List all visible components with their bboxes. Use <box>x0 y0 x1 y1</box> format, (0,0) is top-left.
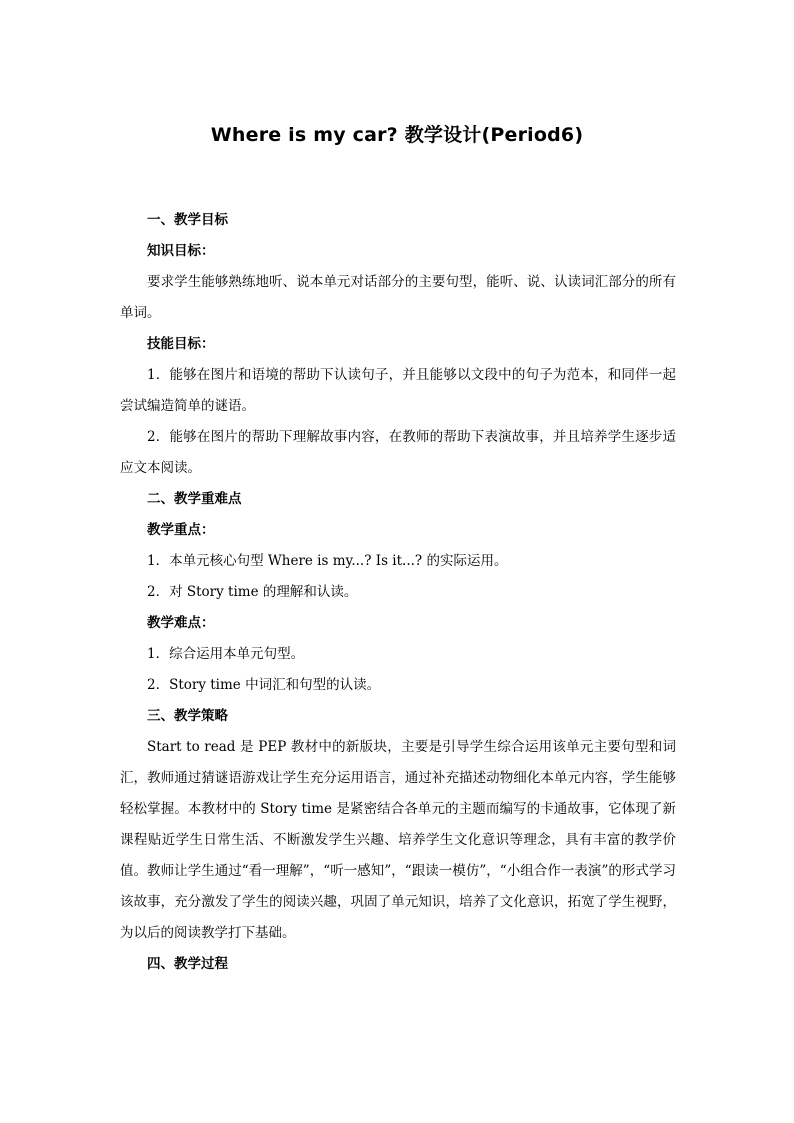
key-point-item-1: 1．本单元核心句型 Where is my...? Is it...? 的实际运用。 <box>147 553 508 569</box>
knowledge-goal-text: 要求学生能够熟练地听、说本单元对话部分的主要句型，能听、说、认读词汇部分的所有单词。 <box>120 274 676 321</box>
key-point-item-2: 2．对 Story time 的理解和认读。 <box>147 584 358 600</box>
knowledge-goal-label: 知识目标： <box>147 243 215 259</box>
section-heading-key-points: 二、教学重难点 <box>147 491 242 507</box>
difficult-point-item-1: 1．综合运用本单元句型。 <box>147 646 305 662</box>
skill-goal-item-1: 1．能够在图片和语境的帮助下认读句子，并且能够以文段中的句子为范本，和同伴一起尝试编造简单的谜语。 <box>120 367 676 414</box>
skill-goal-label: 技能目标： <box>147 336 215 352</box>
section-heading-process: 四、教学过程 <box>147 956 228 972</box>
key-points-label: 教学重点： <box>147 522 215 538</box>
strategy-text: Start to read 是 PEP 教材中的新版块，主要是引导学生综合运用该单元主要句型和词汇，教师通过猜谜语游戏让学生充分运用语言，通过补充描述动物细化本单元内容，学生能够轻松掌握。本教材中的 Story time 是紧密结合各单元的主题而编写的卡通故事，它体现了新课程贴近学生日常生活、不断激发学生兴趣、培养学生文化意识等理念，具有丰富的教学价值。教师让学生通过“看一理解”，“听一感知”，“跟读一模仿”，“小组合作一表演”的形式学习该故事，充分激发了学生的阅读兴趣，巩固了单元知识，培养了文化意识，拓宽了学生视野，为以后的阅读教学打下基础。 <box>120 739 676 941</box>
difficult-points-label: 教学难点： <box>147 615 215 631</box>
section-heading-strategy: 三、教学策略 <box>147 708 228 724</box>
document-title: Where is my car? 教学设计(Period6) <box>210 124 584 146</box>
difficult-point-item-2: 2．Story time 中词汇和句型的认读。 <box>147 677 381 693</box>
section-heading-objectives: 一、教学目标 <box>147 212 228 228</box>
skill-goal-item-2: 2．能够在图片的帮助下理解故事内容，在教师的帮助下表演故事，并且培养学生逐步适应文本阅读。 <box>120 429 676 476</box>
document-body <box>120 205 676 980</box>
